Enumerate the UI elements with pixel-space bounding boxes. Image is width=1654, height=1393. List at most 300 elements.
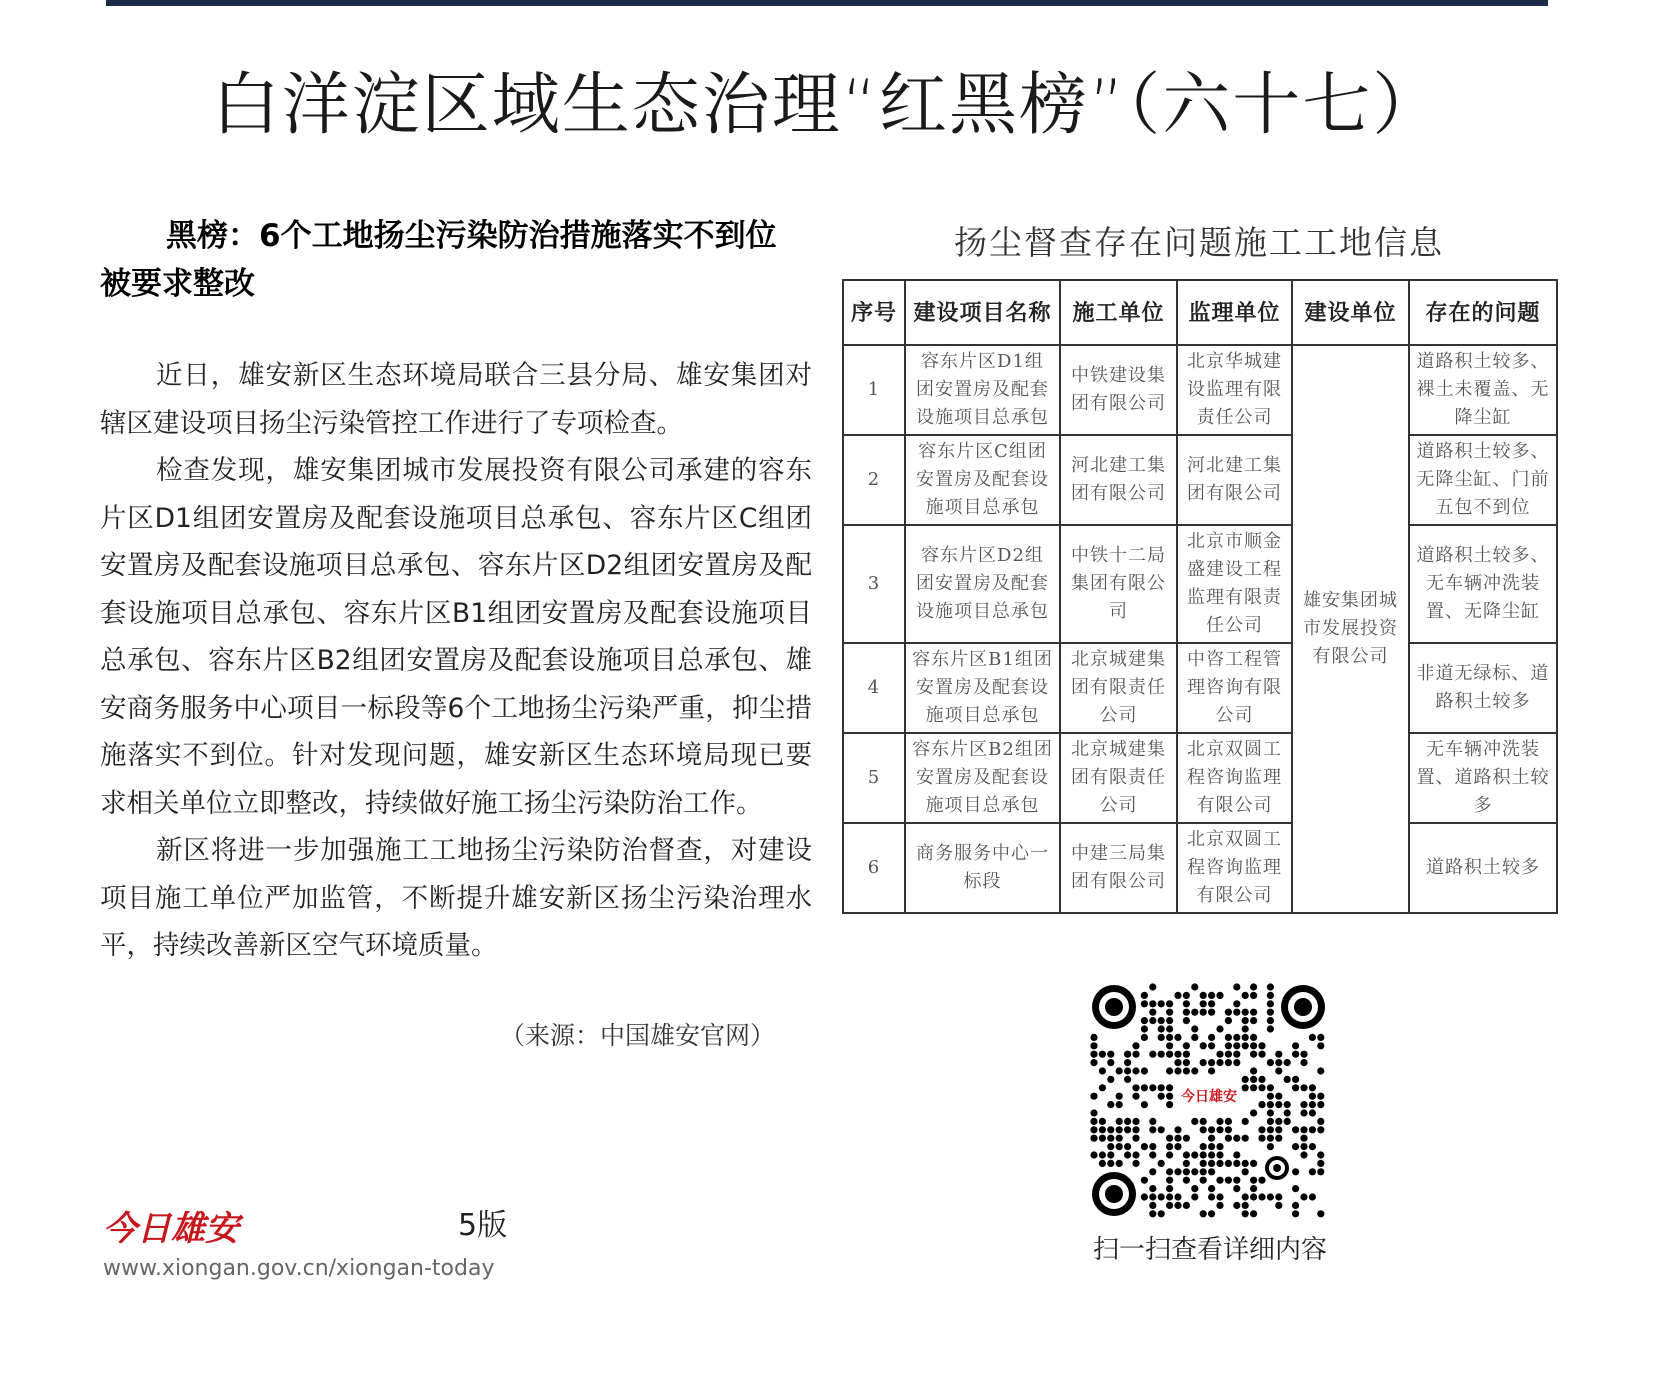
qr-module bbox=[1208, 1168, 1215, 1175]
qr-module bbox=[1250, 1034, 1257, 1041]
qr-module bbox=[1183, 1000, 1190, 1007]
qr-code-graphic bbox=[1090, 983, 1327, 1218]
website-url[interactable]: www.xiongan.gov.cn/xiongan-today bbox=[103, 1256, 495, 1281]
qr-finder-top-right bbox=[1281, 985, 1325, 1029]
qr-module bbox=[1258, 1051, 1265, 1058]
qr-module bbox=[1099, 1118, 1106, 1125]
qr-module bbox=[1258, 1076, 1265, 1083]
qr-module bbox=[1090, 1135, 1097, 1142]
qr-module bbox=[1149, 1185, 1156, 1192]
qr-module bbox=[1149, 1118, 1156, 1125]
qr-module bbox=[1242, 1202, 1249, 1209]
qr-module bbox=[1183, 992, 1190, 999]
header-developer: 建设单位 bbox=[1292, 280, 1409, 345]
qr-module bbox=[1267, 1009, 1274, 1016]
qr-module bbox=[1242, 1034, 1249, 1041]
qr-module bbox=[1166, 1101, 1173, 1108]
qr-module bbox=[1258, 1193, 1265, 1200]
qr-module bbox=[1200, 1177, 1207, 1184]
qr-module bbox=[1174, 1168, 1181, 1175]
qr-module bbox=[1233, 1160, 1240, 1167]
qr-module bbox=[1250, 1185, 1257, 1192]
qr-module bbox=[1317, 1118, 1324, 1125]
qr-module bbox=[1267, 1143, 1274, 1150]
qr-module bbox=[1132, 1160, 1139, 1167]
qr-module bbox=[1166, 1185, 1173, 1192]
qr-module bbox=[1166, 1000, 1173, 1007]
qr-module bbox=[1166, 1084, 1173, 1091]
qr-module bbox=[1242, 992, 1249, 999]
cell-project: 容东片区B2组团安置房及配套设施项目总承包 bbox=[905, 733, 1060, 823]
qr-module bbox=[1183, 1042, 1190, 1049]
qr-module bbox=[1275, 1101, 1282, 1108]
qr-module bbox=[1292, 1143, 1299, 1150]
cell-project: 容东片区C组团安置房及配套设施项目总承包 bbox=[905, 435, 1060, 525]
qr-alignment-mark bbox=[1265, 1156, 1289, 1180]
qr-module bbox=[1208, 1160, 1215, 1167]
qr-module bbox=[1250, 1042, 1257, 1049]
qr-module bbox=[1158, 1017, 1165, 1024]
qr-module bbox=[1267, 1101, 1274, 1108]
qr-module bbox=[1116, 1135, 1123, 1142]
qr-finder-bottom-left bbox=[1092, 1172, 1136, 1216]
qr-module bbox=[1216, 1177, 1223, 1184]
qr-module bbox=[1191, 983, 1198, 990]
qr-module bbox=[1300, 1126, 1307, 1133]
qr-module bbox=[1225, 1177, 1232, 1184]
qr-module bbox=[1216, 1118, 1223, 1125]
qr-module bbox=[1242, 1017, 1249, 1024]
qr-module bbox=[1166, 1017, 1173, 1024]
qr-module bbox=[1267, 992, 1274, 999]
qr-module bbox=[1200, 1143, 1207, 1150]
qr-module bbox=[1166, 1168, 1173, 1175]
cell-no: 4 bbox=[843, 643, 905, 733]
cell-project: 商务服务中心一标段 bbox=[905, 823, 1060, 913]
qr-module bbox=[1250, 1109, 1257, 1116]
qr-module bbox=[1284, 1109, 1291, 1116]
cell-supervisor: 北京双圆工程咨询监理有限公司 bbox=[1177, 733, 1292, 823]
qr-module bbox=[1292, 1076, 1299, 1083]
newspaper-logo bbox=[103, 1204, 253, 1250]
qr-module bbox=[1124, 1076, 1131, 1083]
qr-module bbox=[1099, 1051, 1106, 1058]
qr-module bbox=[1200, 1059, 1207, 1066]
qr-module bbox=[1250, 1193, 1257, 1200]
qr-module bbox=[1116, 1143, 1123, 1150]
qr-module bbox=[1107, 1160, 1114, 1167]
qr-module bbox=[1200, 992, 1207, 999]
qr-module bbox=[1284, 1076, 1291, 1083]
qr-module bbox=[1090, 1151, 1097, 1158]
qr-module bbox=[1216, 1202, 1223, 1209]
qr-module bbox=[1141, 1101, 1148, 1108]
qr-module bbox=[1233, 1185, 1240, 1192]
qr-module bbox=[1183, 1067, 1190, 1074]
qr-module bbox=[1275, 1193, 1282, 1200]
qr-module bbox=[1300, 1109, 1307, 1116]
cell-issues: 非道无绿标、道路积土较多 bbox=[1409, 643, 1557, 733]
qr-module bbox=[1116, 1126, 1123, 1133]
qr-module bbox=[1317, 1210, 1324, 1217]
qr-module bbox=[1225, 1118, 1232, 1125]
qr-module bbox=[1317, 1160, 1324, 1167]
qr-module bbox=[1191, 1025, 1198, 1032]
qr-module bbox=[1183, 1168, 1190, 1175]
qr-module bbox=[1208, 1034, 1215, 1041]
qr-module bbox=[1267, 1000, 1274, 1007]
qr-module bbox=[1090, 1042, 1097, 1049]
qr-center-logo: 今日雄安 bbox=[1181, 1089, 1237, 1105]
qr-module bbox=[1124, 1067, 1131, 1074]
qr-module bbox=[1242, 1210, 1249, 1217]
qr-module bbox=[1292, 1084, 1299, 1091]
qr-module bbox=[1174, 1059, 1181, 1066]
cell-supervisor: 中咨工程管理咨询有限公司 bbox=[1177, 643, 1292, 733]
qr-module bbox=[1309, 1093, 1316, 1100]
qr-module bbox=[1267, 1059, 1274, 1066]
qr-module bbox=[1233, 1202, 1240, 1209]
qr-module bbox=[1309, 1126, 1316, 1133]
qr-module bbox=[1116, 1067, 1123, 1074]
qr-module bbox=[1158, 1051, 1165, 1058]
qr-module bbox=[1208, 1210, 1215, 1217]
qr-module bbox=[1090, 1059, 1097, 1066]
qr-module bbox=[1149, 1193, 1156, 1200]
qr-module bbox=[1200, 1151, 1207, 1158]
qr-module bbox=[1208, 1059, 1215, 1066]
qr-module bbox=[1208, 1126, 1215, 1133]
qr-module bbox=[1090, 1093, 1097, 1100]
qr-module bbox=[1149, 1017, 1156, 1024]
cell-no: 2 bbox=[843, 435, 905, 525]
qr-module bbox=[1317, 1034, 1324, 1041]
qr-module bbox=[1107, 1126, 1114, 1133]
qr-module bbox=[1300, 1051, 1307, 1058]
qr-module bbox=[1216, 1193, 1223, 1200]
qr-module bbox=[1275, 1059, 1282, 1066]
article-headline bbox=[100, 212, 810, 308]
qr-module bbox=[1132, 1135, 1139, 1142]
qr-module bbox=[1242, 1160, 1249, 1167]
qr-module bbox=[1250, 992, 1257, 999]
qr-module bbox=[1174, 1143, 1181, 1150]
qr-module bbox=[1166, 1151, 1173, 1158]
qr-module bbox=[1183, 1160, 1190, 1167]
qr-module bbox=[1191, 1118, 1198, 1125]
qr-module bbox=[1309, 1193, 1316, 1200]
cell-no: 1 bbox=[843, 345, 905, 435]
qr-module bbox=[1233, 1135, 1240, 1142]
qr-module bbox=[1166, 1025, 1173, 1032]
qr-module bbox=[1166, 1135, 1173, 1142]
table-row bbox=[843, 643, 1557, 733]
qr-module bbox=[1090, 1051, 1097, 1058]
qr-module bbox=[1233, 1009, 1240, 1016]
qr-module bbox=[1107, 1059, 1114, 1066]
qr-module bbox=[1242, 1084, 1249, 1091]
qr-module bbox=[1250, 1084, 1257, 1091]
qr-module bbox=[1233, 1051, 1240, 1058]
qr-module bbox=[1099, 1126, 1106, 1133]
qr-module bbox=[1141, 1067, 1148, 1074]
qr-module bbox=[1132, 1051, 1139, 1058]
table-row bbox=[843, 823, 1557, 913]
cell-contractor: 中铁十二局集团有限公司 bbox=[1060, 525, 1177, 643]
qr-module bbox=[1275, 1202, 1282, 1209]
qr-module bbox=[1141, 1017, 1148, 1024]
article-paragraph: 新区将进一步加强施工工地扬尘污染防治督查，对建设项目施工单位严加监管，不断提升雄安新区扬尘污染治理水平，持续改善新区空气环境质量。 bbox=[100, 835, 812, 961]
page-title: 白洋淀区域生态治理“红黑榜”（六十七） bbox=[211, 66, 1443, 145]
qr-module bbox=[1309, 1034, 1316, 1041]
logo-text: 今日雄安 bbox=[103, 1209, 239, 1249]
qr-module bbox=[1233, 1151, 1240, 1158]
qr-module bbox=[1208, 1135, 1215, 1142]
qr-module bbox=[1216, 1160, 1223, 1167]
qr-module bbox=[1250, 1051, 1257, 1058]
qr-module bbox=[1166, 1202, 1173, 1209]
qr-module bbox=[1158, 1084, 1165, 1091]
table-header-row bbox=[843, 280, 1557, 345]
qr-module bbox=[1267, 1135, 1274, 1142]
table-row bbox=[843, 525, 1557, 643]
qr-module bbox=[1216, 1059, 1223, 1066]
problem-sites-table bbox=[842, 279, 1558, 914]
cell-contractor: 中建三局集团有限公司 bbox=[1060, 823, 1177, 913]
qr-module bbox=[1267, 1193, 1274, 1200]
qr-code[interactable] bbox=[1090, 983, 1327, 1218]
qr-module bbox=[1132, 1093, 1139, 1100]
top-divider-bar bbox=[106, 0, 1548, 6]
qr-module bbox=[1166, 1042, 1173, 1049]
qr-module bbox=[1317, 1042, 1324, 1049]
qr-module bbox=[1267, 983, 1274, 990]
qr-module bbox=[1166, 1067, 1173, 1074]
cell-issues: 道路积土较多、裸土未覆盖、无降尘缸 bbox=[1409, 345, 1557, 435]
qr-module bbox=[1124, 1059, 1131, 1066]
qr-module bbox=[1183, 1151, 1190, 1158]
qr-module bbox=[1090, 1118, 1097, 1125]
qr-module bbox=[1099, 1151, 1106, 1158]
qr-module bbox=[1099, 1067, 1106, 1074]
qr-module bbox=[1267, 1118, 1274, 1125]
qr-module bbox=[1191, 1009, 1198, 1016]
cell-supervisor: 北京市顺金盛建设工程监理有限责任公司 bbox=[1177, 525, 1292, 643]
qr-module bbox=[1090, 1109, 1097, 1116]
qr-module bbox=[1149, 1210, 1156, 1217]
qr-module bbox=[1267, 1025, 1274, 1032]
cell-contractor: 北京城建集团有限责任公司 bbox=[1060, 733, 1177, 823]
qr-module bbox=[1141, 992, 1148, 999]
qr-module bbox=[1107, 1101, 1114, 1108]
cell-contractor: 中铁建设集团有限公司 bbox=[1060, 345, 1177, 435]
qr-module bbox=[1107, 1143, 1114, 1150]
cell-no: 5 bbox=[843, 733, 905, 823]
headline-line-1: 黑榜：6个工地扬尘污染防治措施落实不到位 bbox=[166, 218, 777, 254]
cell-project: 容东片区D1组团安置房及配套设施项目总承包 bbox=[905, 345, 1060, 435]
article-paragraph: 近日，雄安新区生态环境局联合三县分局、雄安集团对辖区建设项目扬尘污染管控工作进行了专项检查。 bbox=[100, 360, 812, 439]
qr-module bbox=[1275, 1126, 1282, 1133]
qr-module bbox=[1250, 1160, 1257, 1167]
qr-module bbox=[1309, 1143, 1316, 1150]
qr-module bbox=[1141, 1034, 1148, 1041]
qr-module bbox=[1107, 1051, 1114, 1058]
qr-module bbox=[1225, 1017, 1232, 1024]
qr-module bbox=[1242, 1076, 1249, 1083]
qr-module bbox=[1275, 1067, 1282, 1074]
qr-module bbox=[1309, 1168, 1316, 1175]
qr-module bbox=[1183, 1017, 1190, 1024]
qr-module bbox=[1317, 1093, 1324, 1100]
qr-module bbox=[1300, 1193, 1307, 1200]
qr-module bbox=[1158, 1193, 1165, 1200]
qr-module bbox=[1292, 1126, 1299, 1133]
cell-project: 容东片区D2组团安置房及配套设施项目总承包 bbox=[905, 525, 1060, 643]
qr-module bbox=[1225, 1160, 1232, 1167]
cell-issues: 道路积土较多 bbox=[1409, 823, 1557, 913]
qr-module bbox=[1309, 1109, 1316, 1116]
cell-supervisor: 北京华城建设监理有限责任公司 bbox=[1177, 345, 1292, 435]
header-issues: 存在的问题 bbox=[1409, 280, 1557, 345]
qr-module bbox=[1216, 1143, 1223, 1150]
qr-module bbox=[1250, 1177, 1257, 1184]
qr-module bbox=[1132, 1151, 1139, 1158]
qr-module bbox=[1309, 1101, 1316, 1108]
qr-module bbox=[1141, 1025, 1148, 1032]
edition-label: 5版 bbox=[458, 1208, 508, 1243]
table-row bbox=[843, 733, 1557, 823]
qr-module bbox=[1090, 1126, 1097, 1133]
qr-module bbox=[1225, 1126, 1232, 1133]
article-body bbox=[100, 352, 812, 970]
qr-module bbox=[1158, 1025, 1165, 1032]
qr-module bbox=[1174, 1067, 1181, 1074]
qr-module bbox=[1124, 1118, 1131, 1125]
qr-module bbox=[1132, 1084, 1139, 1091]
qr-module bbox=[1317, 1151, 1324, 1158]
qr-module bbox=[1216, 1151, 1223, 1158]
qr-module bbox=[1242, 1135, 1249, 1142]
cell-issues: 道路积土较多、无车辆冲洗装置、无降尘缸 bbox=[1409, 525, 1557, 643]
qr-module bbox=[1258, 1135, 1265, 1142]
qr-module bbox=[1158, 1093, 1165, 1100]
qr-module bbox=[1132, 1067, 1139, 1074]
newspaper-logo-graphic bbox=[103, 1204, 253, 1250]
qr-module bbox=[1208, 1042, 1215, 1049]
qr-module bbox=[1183, 1059, 1190, 1066]
article-paragraph: 检查发现，雄安集团城市发展投资有限公司承建的容东片区D1组团安置房及配套设施项目总承包、容东片区C组团安置房及配套设施项目总承包、容东片区D2组团安置房及配套设施项目总承包、容东片区B1组团安置房及配套设施项目总承包、容东片区B2组团安置房及配套设施项目总承包、雄安商务服务中心项目一标段等6个工地扬尘污染严重，抑尘措施落实不到位。针对发现问题，雄安新区生态环境局现已要求相关单位立即整改，持续做好施工扬尘污染防治工作。 bbox=[100, 455, 812, 819]
qr-module bbox=[1174, 1135, 1181, 1142]
qr-module bbox=[1258, 1084, 1265, 1091]
qr-module bbox=[1132, 1126, 1139, 1133]
qr-module bbox=[1166, 1143, 1173, 1150]
qr-module bbox=[1158, 1034, 1165, 1041]
qr-module bbox=[1208, 1067, 1215, 1074]
qr-module bbox=[1275, 1135, 1282, 1142]
qr-module bbox=[1174, 1202, 1181, 1209]
qr-module bbox=[1258, 1177, 1265, 1184]
cell-supervisor: 河北建工集团有限公司 bbox=[1177, 435, 1292, 525]
qr-module bbox=[1200, 1000, 1207, 1007]
qr-module bbox=[1158, 1210, 1165, 1217]
qr-module bbox=[1200, 1210, 1207, 1217]
qr-module bbox=[1216, 992, 1223, 999]
qr-module bbox=[1267, 1126, 1274, 1133]
qr-module bbox=[1174, 1193, 1181, 1200]
qr-module bbox=[1258, 1101, 1265, 1108]
qr-module bbox=[1242, 1193, 1249, 1200]
qr-module bbox=[1242, 1009, 1249, 1016]
qr-module bbox=[1225, 1051, 1232, 1058]
qr-module bbox=[1292, 1042, 1299, 1049]
qr-module bbox=[1200, 1118, 1207, 1125]
qr-module bbox=[1174, 1034, 1181, 1041]
qr-module bbox=[1284, 1101, 1291, 1108]
qr-module bbox=[1300, 1143, 1307, 1150]
qr-module bbox=[1183, 1202, 1190, 1209]
qr-module bbox=[1183, 1009, 1190, 1016]
qr-module bbox=[1225, 1042, 1232, 1049]
qr-module bbox=[1141, 1084, 1148, 1091]
qr-module bbox=[1250, 1017, 1257, 1024]
qr-module bbox=[1208, 1151, 1215, 1158]
qr-module bbox=[1284, 1118, 1291, 1125]
cell-issues: 道路积土较多、无降尘缸、门前五包不到位 bbox=[1409, 435, 1557, 525]
cell-contractor: 北京城建集团有限责任公司 bbox=[1060, 643, 1177, 733]
table-row bbox=[843, 435, 1557, 525]
qr-module bbox=[1242, 1118, 1249, 1125]
qr-module bbox=[1208, 1193, 1215, 1200]
qr-module bbox=[1216, 1126, 1223, 1133]
qr-module bbox=[1317, 1067, 1324, 1074]
qr-module bbox=[1275, 1051, 1282, 1058]
qr-module bbox=[1149, 1202, 1156, 1209]
qr-module bbox=[1191, 1193, 1198, 1200]
qr-module bbox=[1149, 1126, 1156, 1133]
cell-project: 容东片区B1组团安置房及配套设施项目总承包 bbox=[905, 643, 1060, 733]
qr-module bbox=[1275, 1118, 1282, 1125]
qr-module bbox=[1166, 1193, 1173, 1200]
cell-supervisor: 北京双圆工程咨询监理有限公司 bbox=[1177, 823, 1292, 913]
qr-module bbox=[1242, 1025, 1249, 1032]
qr-module bbox=[1317, 1126, 1324, 1133]
qr-module bbox=[1158, 1126, 1165, 1133]
qr-module bbox=[1166, 1009, 1173, 1016]
qr-module bbox=[1208, 992, 1215, 999]
qr-module bbox=[1149, 1084, 1156, 1091]
qr-module bbox=[1107, 1151, 1114, 1158]
qr-module bbox=[1158, 1000, 1165, 1007]
qr-module bbox=[1242, 1168, 1249, 1175]
qr-module bbox=[1149, 1168, 1156, 1175]
qr-module bbox=[1250, 1210, 1257, 1217]
qr-module bbox=[1200, 1042, 1207, 1049]
qr-module bbox=[1292, 1185, 1299, 1192]
qr-module bbox=[1292, 1168, 1299, 1175]
headline-line-2: 被要求整改 bbox=[100, 266, 255, 302]
cell-no: 3 bbox=[843, 525, 905, 643]
qr-module bbox=[1107, 1135, 1114, 1142]
qr-module bbox=[1116, 1093, 1123, 1100]
qr-module bbox=[1124, 1151, 1131, 1158]
qr-module bbox=[1149, 1009, 1156, 1016]
qr-module bbox=[1200, 1160, 1207, 1167]
qr-module bbox=[1208, 1009, 1215, 1016]
qr-module bbox=[1166, 1034, 1173, 1041]
qr-module bbox=[1208, 1000, 1215, 1007]
qr-module bbox=[1116, 1101, 1123, 1108]
qr-module bbox=[1174, 992, 1181, 999]
